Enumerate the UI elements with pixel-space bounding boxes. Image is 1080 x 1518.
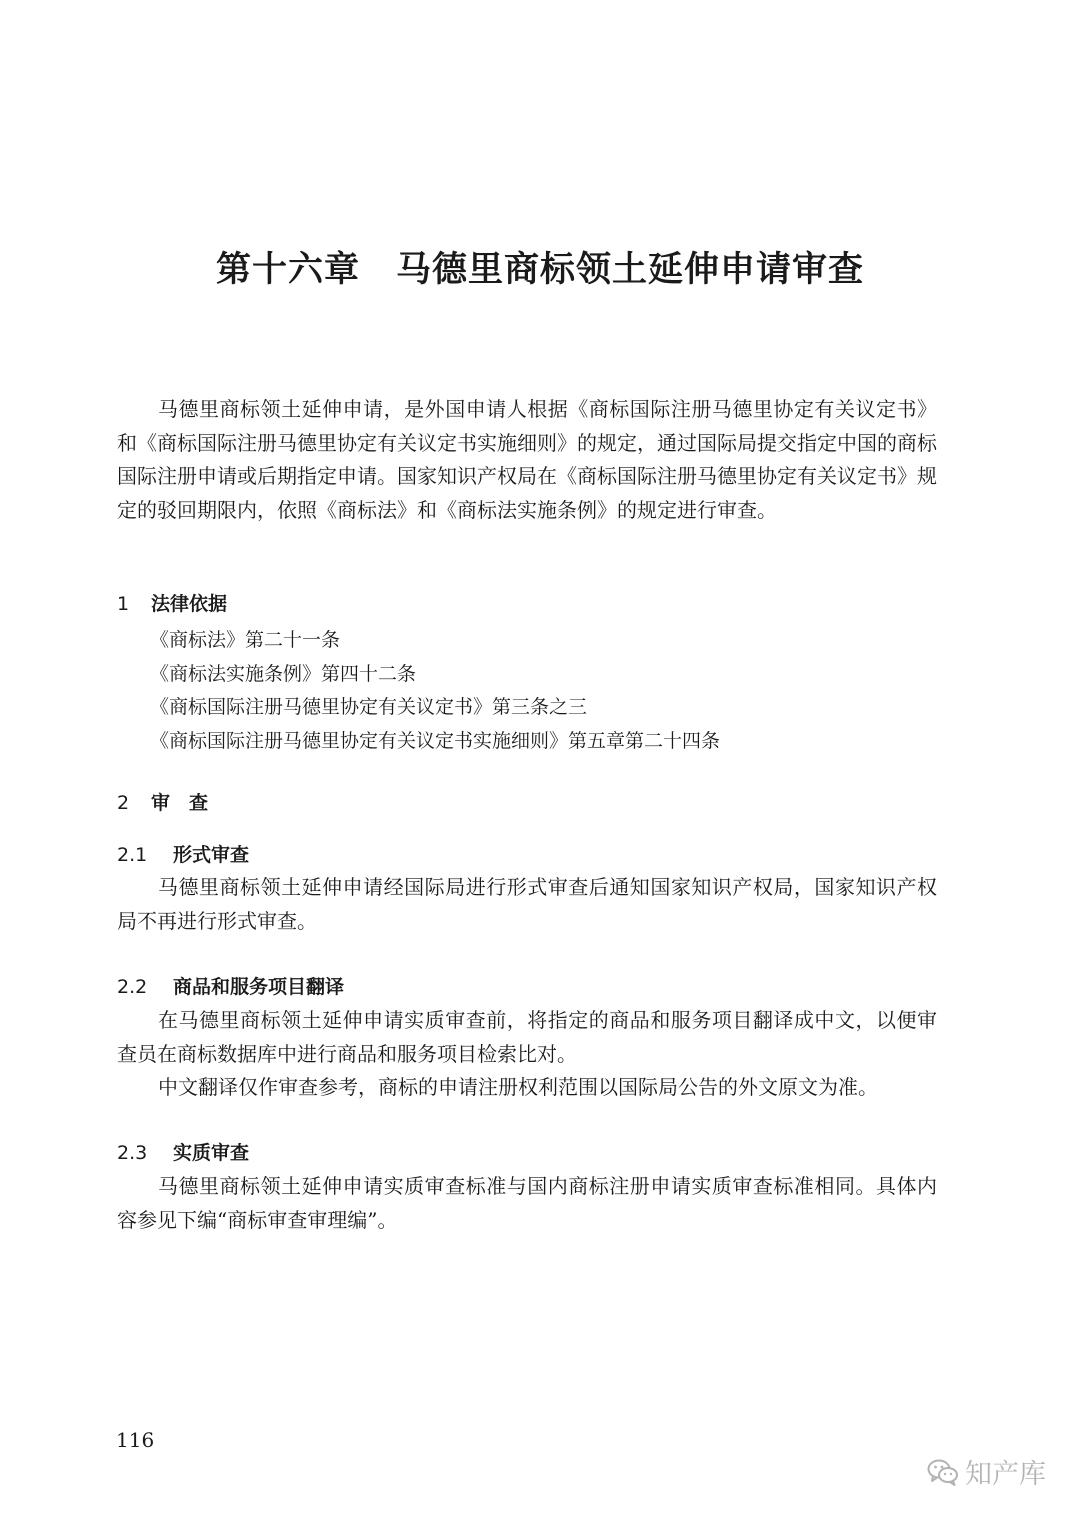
watermark-text: 知产库 [965, 1459, 1046, 1490]
section-number: 1 [117, 593, 130, 615]
subsection-2-3-heading [117, 1139, 249, 1167]
list-item: 《商标法》第二十一条 [150, 629, 341, 651]
subsection-number: 2.2 [117, 976, 148, 998]
intro-paragraph: 马德里商标领土延伸申请，是外国申请人根据《商标国际注册马德里协定有关议定书》和《商标国际注册马德里协定有关议定书实施细则》的规定，通过国际局提交指定中国的商标国际注册申请或后期指定申请。国家知识产权局在《商标国际注册马德里协定有关议定书》规定的驳回期限内，依照《商标法》和《商标法实施条例》的规定进行审查。 [117, 397, 937, 522]
subsection-number: 2.1 [117, 844, 148, 866]
paragraph: 马德里商标领土延伸申请实质审查标准与国内商标注册申请实质审查标准相同。具体内容参见下编“商标审查审理编”。 [117, 1174, 937, 1232]
subsection-2-1-heading [117, 841, 249, 869]
subsection-title: 形式审查 [173, 844, 250, 866]
subsection-number: 2.3 [117, 1142, 148, 1164]
paragraph: 马德里商标领土延伸申请经国际局进行形式审查后通知国家知识产权局，国家知识产权局不再进行形式审查。 [117, 875, 937, 933]
list-item: 《商标法实施条例》第四十二条 [150, 662, 417, 685]
section-title: 审 查 [151, 792, 209, 814]
watermark [927, 1452, 1046, 1491]
paragraph: 在马德里商标领土延伸申请实质审查前，将指定的商品和服务项目翻译成中文，以便审查员在商标数据库中进行商品和服务项目检索比对。 [117, 1008, 937, 1066]
page-number: 116 [116, 1428, 155, 1452]
subsection-title: 实质审查 [173, 1142, 250, 1164]
subsection-title: 商品和服务项目翻译 [173, 976, 345, 998]
list-item: 《商标国际注册马德里协定有关议定书实施细则》第五章第二十四条 [150, 729, 721, 752]
list-item: 《商标国际注册马德里协定有关议定书》第三条之三 [150, 696, 588, 718]
section-2-heading [117, 789, 208, 817]
chapter-title: 第十六章 马德里商标领土延伸申请审查 [215, 249, 864, 290]
section-number: 2 [117, 792, 130, 814]
subsection-2-2-heading [117, 973, 344, 1001]
wechat-icon [927, 1458, 959, 1486]
paragraph: 中文翻译仅作审查参考，商标的申请注册权利范围以国际局公告的外文原文为准。 [158, 1075, 878, 1099]
legal-basis-list [150, 624, 720, 758]
section-1-heading [117, 590, 227, 618]
section-title: 法律依据 [151, 593, 228, 615]
